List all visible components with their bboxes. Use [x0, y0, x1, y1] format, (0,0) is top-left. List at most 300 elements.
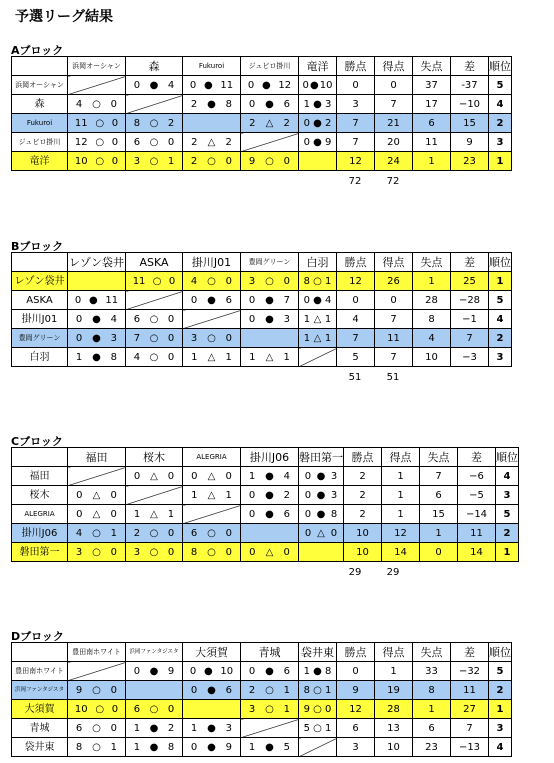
goals-against: 9 [167, 665, 175, 677]
match-result-cell [241, 272, 299, 291]
result-mark: ○ [207, 155, 216, 167]
goals-for: 0 [133, 79, 141, 91]
column-header-stat: 失点 [413, 57, 451, 76]
result-mark: ● [265, 665, 274, 677]
goals-for: 3 [133, 546, 141, 558]
column-header-team: ジュビロ掛川 [241, 57, 299, 76]
column-header-stat: 失点 [413, 643, 451, 662]
result-mark: ○ [265, 703, 274, 715]
goals-against: 1 [225, 351, 232, 363]
result-mark: △ [317, 527, 325, 539]
goals-against: 0 [110, 98, 118, 110]
column-header-stat: 順位 [489, 57, 512, 76]
self-match-cell [241, 133, 299, 152]
rank-cell: 1 [489, 152, 512, 171]
goals-for: 2 [190, 155, 198, 167]
result-mark: ● [265, 489, 274, 501]
points-cell: 9 [337, 681, 375, 700]
goal-diff-cell: 25 [451, 272, 489, 291]
goals-for-cell: 13 [375, 719, 413, 738]
block-title: Dブロック [11, 630, 64, 643]
rank-cell: 1 [489, 700, 512, 719]
match-result-cell [299, 76, 337, 95]
block-title: Cブロック [11, 435, 63, 448]
goals-against: 0 [225, 332, 233, 344]
result-mark: ● [316, 489, 326, 501]
goals-against: 8 [325, 665, 332, 677]
goals-for: 9 [303, 703, 310, 715]
result-mark: ○ [92, 98, 101, 110]
goals-for: 0 [248, 294, 256, 306]
goals-for: 0 [189, 79, 197, 91]
goal-diff-cell: −3 [451, 348, 489, 367]
total-goals-for: 29 [348, 567, 362, 578]
goals-for-cell: 21 [375, 114, 413, 133]
match-result-cell [241, 310, 299, 329]
column-header-stat: 得点 [375, 643, 413, 662]
goals-against: 1 [283, 684, 291, 696]
rank-cell: 3 [489, 348, 512, 367]
goals-for: 8 [303, 684, 310, 696]
goals-against: 8 [167, 741, 175, 753]
result-mark: ● [207, 741, 216, 753]
self-match-cell [126, 291, 183, 310]
points-cell: 7 [337, 133, 375, 152]
match-result-cell [299, 662, 337, 681]
result-mark: ○ [149, 527, 159, 539]
result-mark: ● [265, 741, 274, 753]
points-cell: 3 [337, 738, 375, 757]
team-row [12, 738, 512, 757]
goals-against-cell: 0 [420, 543, 458, 562]
goals-against: 1 [283, 351, 290, 363]
result-mark: ○ [313, 722, 322, 734]
goals-for: 1 [303, 313, 311, 325]
goals-for: 0 [248, 313, 256, 325]
goals-for: 0 [190, 741, 198, 753]
goals-for: 1 [248, 741, 256, 753]
goals-against: 8 [225, 98, 233, 110]
result-mark: △ [150, 470, 158, 482]
match-result-cell [241, 152, 299, 171]
goals-for: 0 [302, 79, 309, 91]
column-header-team: 豊田南ホワイト [68, 643, 126, 662]
row-team-name: 竜洋 [12, 152, 68, 171]
goals-against: 0 [167, 136, 175, 148]
result-mark: ○ [207, 546, 216, 558]
goals-against: 1 [110, 741, 118, 753]
goals-for: 0 [189, 665, 197, 677]
self-match-cell [126, 681, 183, 700]
match-result-cell [68, 486, 126, 505]
rank-cell: 3 [496, 486, 519, 505]
goal-diff-cell: 11 [458, 524, 496, 543]
goal-diff-cell: −1 [451, 310, 489, 329]
column-header-team: レゾン袋井 [68, 253, 126, 272]
result-mark: ○ [207, 527, 216, 539]
goals-for: 6 [190, 527, 198, 539]
column-header-stat: 差 [458, 448, 496, 467]
match-result-cell [241, 662, 299, 681]
goal-diff-cell: −10 [451, 95, 489, 114]
column-header-stat: 差 [451, 57, 489, 76]
goal-diff-cell: 15 [451, 114, 489, 133]
goals-for: 0 [249, 546, 256, 558]
match-result-cell [126, 719, 183, 738]
goals-for: 9 [75, 684, 83, 696]
goals-for: 1 [133, 508, 141, 520]
goals-for: 1 [133, 741, 141, 753]
match-result-cell [183, 543, 241, 562]
block-title: Bブロック [11, 240, 64, 253]
goals-against: 0 [110, 489, 117, 501]
result-mark: △ [265, 351, 274, 363]
goals-against: 0 [283, 546, 290, 558]
row-team-name: 桜木 [12, 486, 68, 505]
goals-for: 11 [132, 275, 146, 287]
goals-against: 1 [110, 527, 118, 539]
goals-for-cell: 1 [375, 662, 413, 681]
result-mark: ○ [313, 684, 322, 696]
goals-for: 9 [248, 155, 256, 167]
rank-cell: 5 [489, 291, 512, 310]
corner-cell [12, 57, 68, 76]
match-result-cell [126, 272, 183, 291]
column-header-team: 桜木 [126, 448, 183, 467]
goals-for: 8 [75, 741, 83, 753]
result-mark: ● [316, 508, 326, 520]
goals-for: 3 [248, 275, 256, 287]
goals-against: 9 [325, 136, 332, 148]
row-team-name: レゾン袋井 [12, 272, 68, 291]
rank-cell: 2 [489, 329, 512, 348]
goals-for-cell: 10 [375, 738, 413, 757]
goals-against-cell: 1 [413, 152, 451, 171]
result-mark: △ [150, 508, 158, 520]
result-mark: ● [265, 294, 274, 306]
match-result-cell [183, 95, 241, 114]
match-result-cell [241, 681, 299, 700]
self-match-cell [299, 543, 344, 562]
match-result-cell [299, 700, 337, 719]
column-header-stat: 順位 [489, 643, 512, 662]
goals-against-cell: 6 [420, 486, 458, 505]
match-result-cell [241, 505, 299, 524]
goal-diff-cell: 11 [451, 681, 489, 700]
rank-cell: 2 [496, 524, 519, 543]
points-cell: 12 [337, 272, 375, 291]
result-mark: ○ [92, 546, 101, 558]
match-result-cell [68, 114, 126, 133]
goals-for: 0 [76, 508, 83, 520]
self-match-cell [68, 76, 126, 95]
self-match-cell [183, 505, 241, 524]
goals-for: 0 [304, 470, 312, 482]
match-result-cell [241, 114, 299, 133]
row-team-name: 豊田南ホワイト [12, 662, 68, 681]
self-match-cell [241, 329, 299, 348]
goals-for: 11 [74, 117, 88, 129]
goals-for-cell: 0 [375, 76, 413, 95]
goals-for: 3 [190, 332, 198, 344]
result-mark: △ [207, 136, 216, 148]
goal-diff-cell: −5 [458, 486, 496, 505]
result-mark: △ [265, 117, 274, 129]
self-match-cell [183, 700, 241, 719]
goals-against: 1 [225, 489, 232, 501]
goals-against: 10 [220, 665, 234, 677]
result-mark: ● [149, 722, 159, 734]
match-result-cell [241, 291, 299, 310]
points-cell: 0 [337, 76, 375, 95]
league-table [11, 252, 512, 367]
goals-against: 1 [283, 703, 291, 715]
total-goals-against: 72 [386, 176, 400, 187]
goals-against-cell: 33 [413, 662, 451, 681]
result-mark: △ [265, 546, 274, 558]
result-mark: ● [313, 665, 322, 677]
rank-cell: 4 [489, 738, 512, 757]
result-mark: ● [207, 722, 216, 734]
match-result-cell [299, 467, 344, 486]
goal-diff-cell: 23 [451, 152, 489, 171]
rank-cell: 5 [489, 76, 512, 95]
match-result-cell [68, 95, 126, 114]
row-team-name: ASKA [12, 291, 68, 310]
match-result-cell [299, 505, 344, 524]
result-mark: ○ [149, 351, 159, 363]
goal-diff-cell: 7 [451, 719, 489, 738]
goals-against: 11 [105, 294, 119, 306]
column-header-team: 青城 [241, 643, 299, 662]
goal-diff-cell: −14 [458, 505, 496, 524]
result-mark: ● [203, 79, 213, 91]
row-team-name: 浜岡オーシャン [12, 76, 68, 95]
row-team-name: 大須賀 [12, 700, 68, 719]
goals-against: 2 [283, 117, 290, 129]
goals-against: 0 [167, 527, 175, 539]
result-mark: △ [92, 489, 101, 501]
match-result-cell [241, 95, 299, 114]
match-result-cell [183, 133, 241, 152]
goals-for-cell: 7 [375, 348, 413, 367]
goals-for: 3 [75, 546, 83, 558]
match-result-cell [126, 467, 183, 486]
match-result-cell [183, 467, 241, 486]
goals-for: 0 [303, 136, 310, 148]
result-mark: ● [265, 313, 274, 325]
goals-against: 1 [167, 155, 175, 167]
rank-cell: 3 [489, 133, 512, 152]
result-mark: ○ [149, 155, 159, 167]
goals-against: 2 [325, 117, 332, 129]
goals-for: 8 [133, 117, 141, 129]
match-result-cell [183, 719, 241, 738]
result-mark: ● [203, 665, 213, 677]
goals-against: 5 [283, 741, 291, 753]
result-mark: ● [313, 98, 322, 110]
rank-cell: 3 [489, 719, 512, 738]
goals-against: 2 [283, 489, 291, 501]
self-match-cell [183, 114, 241, 133]
match-result-cell [126, 76, 183, 95]
goals-for: 2 [133, 527, 141, 539]
goals-for: 4 [190, 275, 198, 287]
match-result-cell [183, 662, 241, 681]
result-mark: ● [149, 741, 159, 753]
result-mark: ● [313, 294, 322, 306]
goals-against: 9 [225, 741, 233, 753]
team-row [12, 133, 512, 152]
result-mark: △ [207, 351, 216, 363]
result-mark: ● [92, 351, 101, 363]
result-mark: ● [88, 294, 98, 306]
match-result-cell [299, 133, 337, 152]
goals-for: 8 [303, 275, 310, 287]
column-header-stat: 得点 [382, 448, 420, 467]
goals-for: 4 [75, 527, 83, 539]
corner-cell [12, 643, 68, 662]
match-result-cell [241, 486, 299, 505]
goal-diff-cell: −32 [451, 662, 489, 681]
goals-for: 5 [303, 722, 310, 734]
column-header-team: ASKA [126, 253, 183, 272]
goals-for: 1 [303, 665, 310, 677]
points-cell: 2 [344, 467, 382, 486]
match-result-cell [68, 291, 126, 310]
goals-for: 1 [190, 722, 198, 734]
team-row [12, 272, 512, 291]
match-result-cell [299, 291, 337, 310]
match-result-cell [68, 310, 126, 329]
result-mark: △ [313, 332, 322, 344]
column-header-team: 掛川J01 [183, 253, 241, 272]
goals-for: 10 [74, 155, 88, 167]
goals-against: 0 [110, 508, 117, 520]
goals-against-cell: 8 [413, 310, 451, 329]
match-result-cell [68, 152, 126, 171]
goals-for: 3 [133, 155, 141, 167]
goals-for: 1 [75, 351, 83, 363]
self-match-cell [68, 467, 126, 486]
row-team-name: ジュビロ掛川 [12, 133, 68, 152]
total-goals-against: 29 [386, 567, 400, 578]
column-header-team: 大須賀 [183, 643, 241, 662]
rank-cell: 4 [496, 467, 519, 486]
match-result-cell [299, 114, 337, 133]
goals-against: 0 [167, 470, 175, 482]
column-header-team: 浜岡ファンタジスタ [126, 643, 183, 662]
goals-against: 0 [225, 546, 233, 558]
goals-for-cell: 19 [375, 681, 413, 700]
match-result-cell [183, 738, 241, 757]
column-header-team: 福田 [68, 448, 126, 467]
row-team-name: 白羽 [12, 348, 68, 367]
goals-against: 10 [319, 79, 333, 91]
goals-for-cell: 28 [375, 700, 413, 719]
rank-cell: 4 [489, 310, 512, 329]
points-cell: 0 [337, 291, 375, 310]
goals-against: 8 [330, 508, 338, 520]
goals-against-cell: 37 [413, 76, 451, 95]
result-mark: ○ [149, 313, 159, 325]
goals-for: 0 [247, 79, 255, 91]
goals-against: 0 [167, 351, 175, 363]
result-mark: ○ [265, 684, 274, 696]
match-result-cell [183, 152, 241, 171]
rank-cell: 1 [489, 272, 512, 291]
match-result-cell [126, 543, 183, 562]
self-match-cell [299, 738, 337, 757]
goals-against-cell: 15 [420, 505, 458, 524]
rank-cell: 4 [489, 95, 512, 114]
goals-for: 0 [190, 684, 198, 696]
result-mark: ● [207, 294, 216, 306]
match-result-cell [183, 272, 241, 291]
result-mark: ○ [95, 136, 105, 148]
goals-against: 0 [330, 527, 338, 539]
result-mark: ● [309, 79, 319, 91]
team-row [12, 76, 512, 95]
goals-against: 8 [110, 351, 118, 363]
row-team-name: 浜岡ファンタジスタ [12, 681, 68, 700]
points-cell: 4 [337, 310, 375, 329]
goals-for: 2 [190, 98, 198, 110]
goals-against: 2 [167, 117, 175, 129]
result-mark: ● [261, 79, 271, 91]
total-goals-for: 72 [348, 176, 362, 187]
match-result-cell [68, 681, 126, 700]
column-header-team: 白羽 [299, 253, 337, 272]
goals-against: 6 [283, 508, 291, 520]
team-row [12, 700, 512, 719]
column-header-team: 浜岡オーシャン [68, 57, 126, 76]
goals-against: 0 [110, 546, 118, 558]
goals-for: 0 [304, 489, 312, 501]
rank-cell: 1 [496, 543, 519, 562]
goals-against-cell: 23 [413, 738, 451, 757]
points-cell: 7 [337, 114, 375, 133]
match-result-cell [183, 291, 241, 310]
goal-diff-cell: 9 [451, 133, 489, 152]
result-mark: ○ [149, 546, 159, 558]
goal-diff-cell: -37 [451, 76, 489, 95]
column-header-stat: 得点 [375, 57, 413, 76]
points-cell: 7 [337, 329, 375, 348]
match-result-cell [68, 719, 126, 738]
total-goals-against: 51 [386, 372, 400, 383]
goals-for: 0 [248, 98, 256, 110]
rank-cell: 5 [496, 505, 519, 524]
goals-against: 2 [167, 722, 175, 734]
self-match-cell [299, 152, 337, 171]
match-result-cell [126, 310, 183, 329]
self-match-cell [299, 348, 337, 367]
goals-for: 1 [248, 470, 256, 482]
goals-against: 1 [167, 508, 175, 520]
result-mark: △ [207, 470, 216, 482]
match-result-cell [68, 505, 126, 524]
goals-against: 0 [168, 275, 176, 287]
match-result-cell [299, 524, 344, 543]
match-result-cell [183, 524, 241, 543]
goals-against-cell: 7 [420, 467, 458, 486]
result-mark: △ [207, 489, 216, 501]
goals-for: 0 [133, 665, 141, 677]
column-header-stat: 勝点 [344, 448, 382, 467]
goals-for: 8 [190, 546, 198, 558]
self-match-cell [241, 524, 299, 543]
